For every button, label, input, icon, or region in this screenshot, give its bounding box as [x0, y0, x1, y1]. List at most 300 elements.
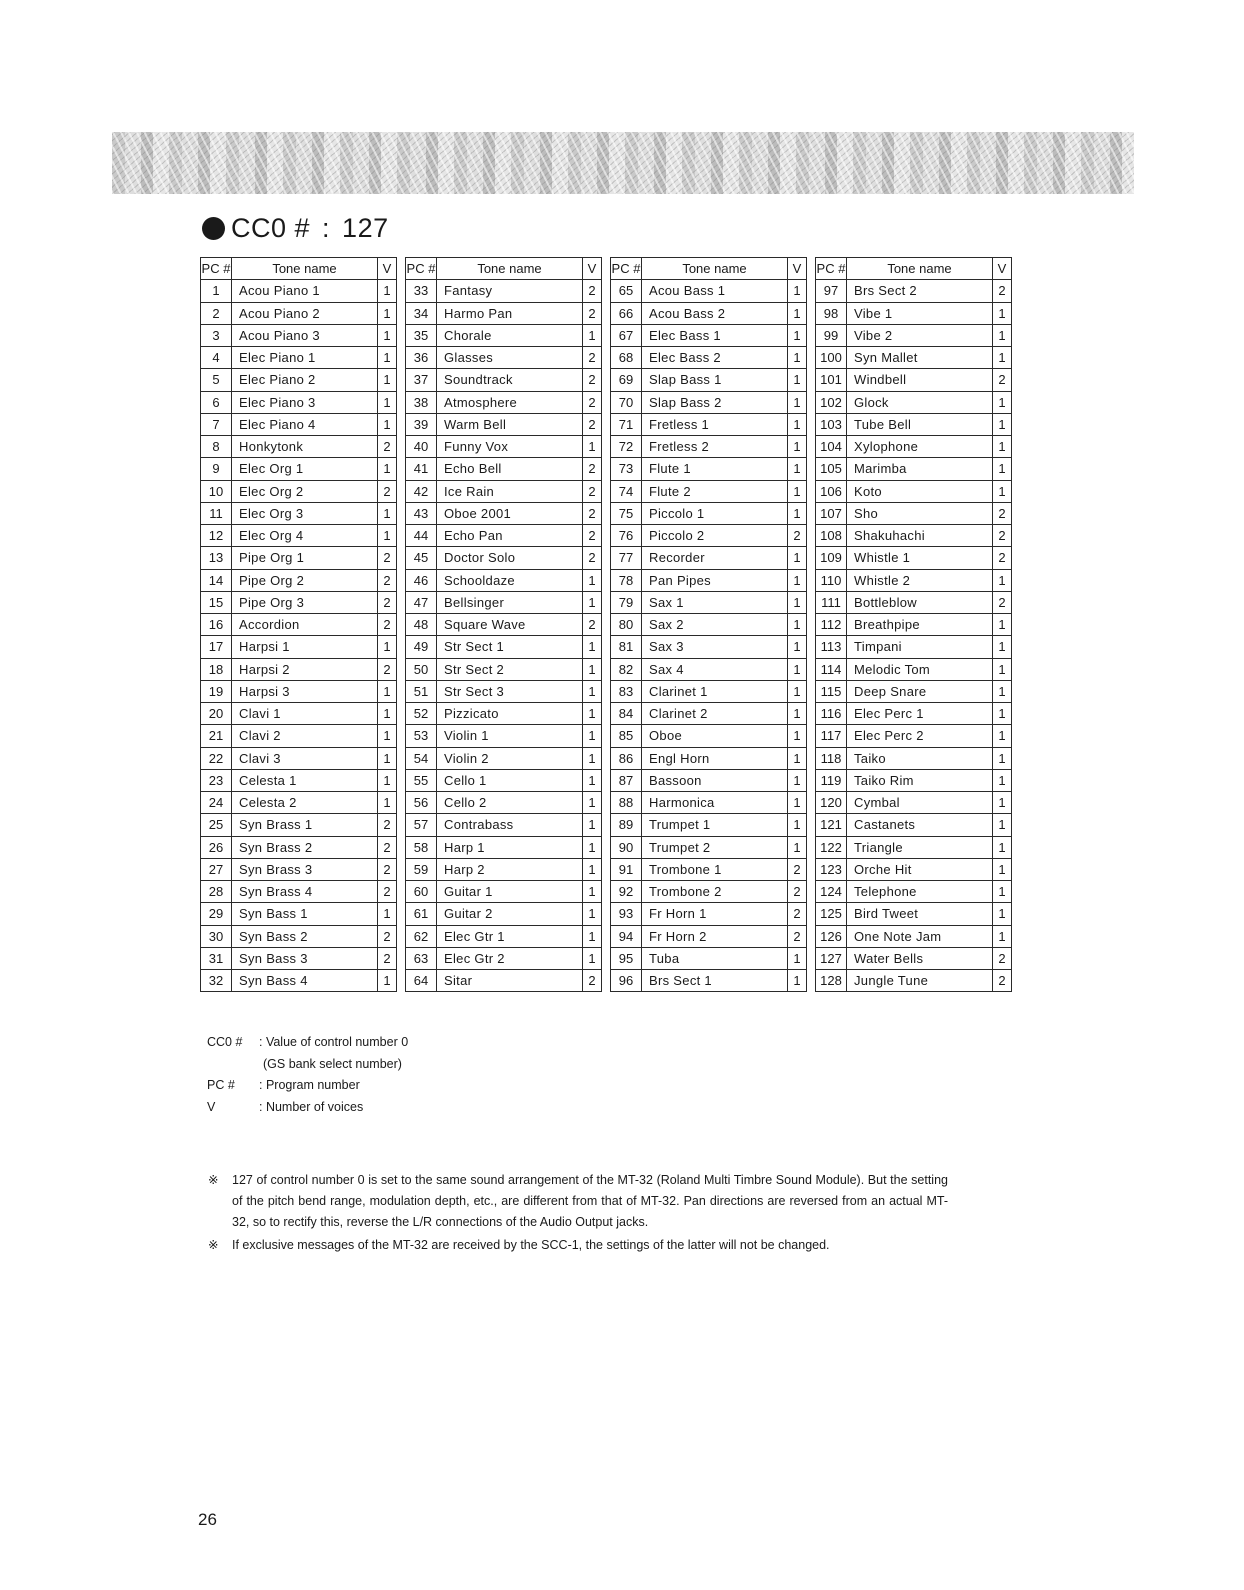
table-row: [201, 502, 397, 524]
note-text: If exclusive messages of the MT-32 are received by the SCC-1, the settings of the latter will not be changed.: [232, 1238, 830, 1252]
table-row: [406, 502, 602, 524]
voice-count: 1: [993, 836, 1012, 858]
table-row: [611, 347, 807, 369]
table-row: [611, 792, 807, 814]
table-row: [406, 480, 602, 502]
voice-count: 1: [993, 881, 1012, 903]
voice-count: 1: [378, 280, 397, 302]
program-number: 48: [406, 614, 437, 636]
program-number: 88: [611, 792, 642, 814]
table-row: [406, 747, 602, 769]
tone-name: Elec Org 1: [232, 458, 378, 480]
voice-count: 1: [993, 725, 1012, 747]
voice-count: 1: [378, 413, 397, 435]
voice-count: 1: [583, 903, 602, 925]
table-row: [816, 480, 1012, 502]
heading-label: CC0 #: [231, 212, 311, 243]
table-row: [406, 703, 602, 725]
program-number: 95: [611, 947, 642, 969]
legend-desc: : Program number: [259, 1078, 360, 1092]
program-number: 74: [611, 480, 642, 502]
tone-name: Elec Gtr 1: [437, 925, 583, 947]
program-number: 56: [406, 792, 437, 814]
tone-name: Vibe 1: [847, 302, 993, 324]
program-number: 35: [406, 324, 437, 346]
table-row: [816, 769, 1012, 791]
program-number: 87: [611, 769, 642, 791]
tone-name: Jungle Tune: [847, 970, 993, 992]
tone-name: Guitar 1: [437, 881, 583, 903]
tone-name: One Note Jam: [847, 925, 993, 947]
table-row: [201, 703, 397, 725]
tone-table: [610, 257, 807, 992]
voice-count: 2: [378, 814, 397, 836]
note-item: [208, 1235, 948, 1256]
table-header-row: [816, 258, 1012, 280]
program-number: 84: [611, 703, 642, 725]
program-number: 69: [611, 369, 642, 391]
program-number: 60: [406, 881, 437, 903]
voice-count: 1: [378, 970, 397, 992]
table-row: [406, 792, 602, 814]
tone-name: Bassoon: [642, 769, 788, 791]
program-number: 54: [406, 747, 437, 769]
tone-name: Schooldaze: [437, 569, 583, 591]
tone-name: Pipe Org 2: [232, 569, 378, 591]
tone-name: Melodic Tom: [847, 658, 993, 680]
voice-count: 2: [583, 502, 602, 524]
tone-name: Trumpet 1: [642, 814, 788, 836]
program-number: 4: [201, 347, 232, 369]
tone-name: Fretless 2: [642, 436, 788, 458]
table-row: [406, 547, 602, 569]
voice-count: 2: [378, 658, 397, 680]
table-row: [816, 614, 1012, 636]
table-row: [816, 881, 1012, 903]
table-row: [201, 347, 397, 369]
program-number: 5: [201, 369, 232, 391]
table-row: [406, 614, 602, 636]
table-row: [816, 658, 1012, 680]
table-row: [406, 881, 602, 903]
voice-count: 1: [788, 280, 807, 302]
tone-name: Tuba: [642, 947, 788, 969]
table-row: [201, 658, 397, 680]
table-row: [406, 591, 602, 613]
program-number: 105: [816, 458, 847, 480]
program-number: 118: [816, 747, 847, 769]
program-number: 122: [816, 836, 847, 858]
voice-count: 2: [378, 591, 397, 613]
program-number: 9: [201, 458, 232, 480]
program-number: 32: [201, 970, 232, 992]
voice-count: 1: [788, 658, 807, 680]
program-number: 14: [201, 569, 232, 591]
voice-count: 2: [378, 480, 397, 502]
table-row: [816, 925, 1012, 947]
program-number: 79: [611, 591, 642, 613]
header-tone-name: Tone name: [437, 258, 583, 280]
program-number: 103: [816, 413, 847, 435]
voice-count: 1: [788, 792, 807, 814]
tone-table: [815, 257, 1012, 992]
table-row: [816, 725, 1012, 747]
voice-count: 1: [788, 591, 807, 613]
tone-name: Pipe Org 1: [232, 547, 378, 569]
table-row: [201, 480, 397, 502]
program-number: 101: [816, 369, 847, 391]
program-number: 39: [406, 413, 437, 435]
voice-count: 1: [378, 369, 397, 391]
voice-count: 1: [378, 903, 397, 925]
table-row: [611, 525, 807, 547]
tone-name: Clavi 1: [232, 703, 378, 725]
tone-name: Acou Piano 1: [232, 280, 378, 302]
table-row: [611, 725, 807, 747]
voice-count: 2: [378, 569, 397, 591]
tone-name: Marimba: [847, 458, 993, 480]
program-number: 83: [611, 680, 642, 702]
voice-count: 2: [583, 525, 602, 547]
voice-count: 1: [993, 769, 1012, 791]
voice-count: 2: [378, 614, 397, 636]
voice-count: 1: [583, 769, 602, 791]
program-number: 40: [406, 436, 437, 458]
tone-name: Elec Perc 1: [847, 703, 993, 725]
program-number: 42: [406, 480, 437, 502]
table-row: [406, 658, 602, 680]
table-row: [406, 458, 602, 480]
table-row: [201, 903, 397, 925]
tone-name: Slap Bass 2: [642, 391, 788, 413]
voice-count: 2: [583, 302, 602, 324]
table-row: [611, 636, 807, 658]
table-row: [611, 903, 807, 925]
voice-count: 2: [583, 480, 602, 502]
tone-name: Clavi 3: [232, 747, 378, 769]
tone-tables: [200, 257, 1012, 992]
program-number: 94: [611, 925, 642, 947]
voice-count: 1: [378, 458, 397, 480]
program-number: 1: [201, 280, 232, 302]
program-number: 86: [611, 747, 642, 769]
tone-name: Sax 3: [642, 636, 788, 658]
table-row: [816, 502, 1012, 524]
program-number: 11: [201, 502, 232, 524]
program-number: 81: [611, 636, 642, 658]
program-number: 2: [201, 302, 232, 324]
voice-count: 1: [583, 792, 602, 814]
tone-name: Brs Sect 1: [642, 970, 788, 992]
table-row: [816, 280, 1012, 302]
table-row: [406, 858, 602, 880]
voice-count: 2: [993, 947, 1012, 969]
tone-name: Syn Bass 2: [232, 925, 378, 947]
table-row: [406, 636, 602, 658]
program-number: 23: [201, 769, 232, 791]
voice-count: 2: [583, 369, 602, 391]
program-number: 12: [201, 525, 232, 547]
tone-name: Pan Pipes: [642, 569, 788, 591]
program-number: 64: [406, 970, 437, 992]
voice-count: 1: [583, 703, 602, 725]
header-pc: PC #: [816, 258, 847, 280]
tone-name: Syn Brass 2: [232, 836, 378, 858]
tone-name: Slap Bass 1: [642, 369, 788, 391]
tone-name: Soundtrack: [437, 369, 583, 391]
note-item: [208, 1170, 948, 1233]
program-number: 78: [611, 569, 642, 591]
program-number: 112: [816, 614, 847, 636]
voice-count: 1: [993, 680, 1012, 702]
tone-name: Recorder: [642, 547, 788, 569]
tone-name: Clavi 2: [232, 725, 378, 747]
program-number: 71: [611, 413, 642, 435]
table-row: [816, 525, 1012, 547]
table-row: [406, 903, 602, 925]
program-number: 63: [406, 947, 437, 969]
voice-count: 2: [583, 458, 602, 480]
tone-name: Whistle 1: [847, 547, 993, 569]
program-number: 13: [201, 547, 232, 569]
table-header-row: [611, 258, 807, 280]
tone-name: Fr Horn 1: [642, 903, 788, 925]
tone-name: Echo Pan: [437, 525, 583, 547]
table-row: [611, 369, 807, 391]
voice-count: 1: [583, 947, 602, 969]
tone-name: Accordion: [232, 614, 378, 636]
tone-name: Syn Bass 3: [232, 947, 378, 969]
tone-name: Telephone: [847, 881, 993, 903]
table-row: [201, 302, 397, 324]
table-row: [406, 769, 602, 791]
table-row: [406, 836, 602, 858]
tone-name: Sax 1: [642, 591, 788, 613]
tone-name: Violin 2: [437, 747, 583, 769]
table-row: [201, 525, 397, 547]
program-number: 124: [816, 881, 847, 903]
tone-name: Deep Snare: [847, 680, 993, 702]
program-number: 49: [406, 636, 437, 658]
tone-name: Whistle 2: [847, 569, 993, 591]
program-number: 127: [816, 947, 847, 969]
table-row: [611, 547, 807, 569]
table-row: [611, 413, 807, 435]
voice-count: 1: [378, 302, 397, 324]
voice-count: 1: [378, 391, 397, 413]
voice-count: 1: [378, 680, 397, 702]
tone-name: Elec Bass 2: [642, 347, 788, 369]
voice-count: 1: [788, 502, 807, 524]
voice-count: 1: [993, 658, 1012, 680]
header-voices: V: [788, 258, 807, 280]
voice-count: 1: [378, 636, 397, 658]
program-number: 77: [611, 547, 642, 569]
tone-name: Syn Brass 1: [232, 814, 378, 836]
tone-table: [405, 257, 602, 992]
tone-name: Honkytonk: [232, 436, 378, 458]
table-row: [611, 858, 807, 880]
tone-name: Brs Sect 2: [847, 280, 993, 302]
program-number: 80: [611, 614, 642, 636]
program-number: 58: [406, 836, 437, 858]
tone-name: Triangle: [847, 836, 993, 858]
tone-name: Elec Piano 1: [232, 347, 378, 369]
header-voices: V: [993, 258, 1012, 280]
voice-count: 1: [583, 658, 602, 680]
voice-count: 1: [993, 302, 1012, 324]
table-row: [611, 925, 807, 947]
program-number: 90: [611, 836, 642, 858]
table-row: [201, 369, 397, 391]
tone-name: Castanets: [847, 814, 993, 836]
table-row: [201, 836, 397, 858]
voice-count: 1: [993, 903, 1012, 925]
tone-name: Fantasy: [437, 280, 583, 302]
table-row: [816, 858, 1012, 880]
tone-name: Piccolo 1: [642, 502, 788, 524]
table-row: [611, 614, 807, 636]
program-number: 55: [406, 769, 437, 791]
table-row: [201, 436, 397, 458]
voice-count: 2: [583, 391, 602, 413]
table-row: [611, 436, 807, 458]
tone-name: Violin 1: [437, 725, 583, 747]
tone-name: Syn Brass 3: [232, 858, 378, 880]
voice-count: 1: [788, 947, 807, 969]
table-row: [406, 347, 602, 369]
voice-count: 1: [583, 324, 602, 346]
tone-name: Doctor Solo: [437, 547, 583, 569]
table-row: [406, 324, 602, 346]
program-number: 75: [611, 502, 642, 524]
tone-name: Harmo Pan: [437, 302, 583, 324]
voice-count: 1: [993, 324, 1012, 346]
program-number: 121: [816, 814, 847, 836]
tone-name: Syn Mallet: [847, 347, 993, 369]
program-number: 97: [816, 280, 847, 302]
table-row: [816, 903, 1012, 925]
program-number: 59: [406, 858, 437, 880]
table-row: [201, 413, 397, 435]
voice-count: 2: [993, 502, 1012, 524]
table-row: [201, 458, 397, 480]
tone-name: Str Sect 3: [437, 680, 583, 702]
table-row: [611, 970, 807, 992]
tone-name: Fretless 1: [642, 413, 788, 435]
program-number: 3: [201, 324, 232, 346]
program-number: 8: [201, 436, 232, 458]
legend-key: V: [207, 1099, 216, 1114]
table-row: [611, 769, 807, 791]
tone-name: Acou Bass 2: [642, 302, 788, 324]
program-number: 104: [816, 436, 847, 458]
voice-count: 2: [788, 881, 807, 903]
voice-count: 1: [583, 836, 602, 858]
tone-name: Sax 2: [642, 614, 788, 636]
note-text: 127 of control number 0 is set to the same sound arrangement of the MT-32 (Roland Multi Timbre Sound Module). But the setting of the pitch bend range, modulation depth, etc., are different from that of MT-32. Pan directions are reversed from an actual MT-32, so to rectify this, reverse the L/R connections of the Audio Output jacks.: [232, 1173, 948, 1229]
header-tone-name: Tone name: [847, 258, 993, 280]
voice-count: 1: [378, 725, 397, 747]
voice-count: 1: [993, 614, 1012, 636]
voice-count: 1: [788, 480, 807, 502]
table-row: [816, 436, 1012, 458]
tone-name: Pizzicato: [437, 703, 583, 725]
legend-row-cc0: [207, 1032, 408, 1054]
table-row: [816, 947, 1012, 969]
voice-count: 1: [583, 881, 602, 903]
table-row: [816, 591, 1012, 613]
tone-name: Tube Bell: [847, 413, 993, 435]
table-row: [406, 413, 602, 435]
program-number: 119: [816, 769, 847, 791]
program-number: 44: [406, 525, 437, 547]
table-row: [816, 680, 1012, 702]
table-row: [816, 413, 1012, 435]
table-row: [611, 324, 807, 346]
voice-count: 1: [378, 792, 397, 814]
tone-name: Elec Gtr 2: [437, 947, 583, 969]
program-number: 111: [816, 591, 847, 613]
table-row: [611, 836, 807, 858]
table-row: [406, 814, 602, 836]
table-row: [406, 725, 602, 747]
table-header-row: [406, 258, 602, 280]
tone-name: Taiko: [847, 747, 993, 769]
table-row: [816, 324, 1012, 346]
program-number: 47: [406, 591, 437, 613]
program-number: 85: [611, 725, 642, 747]
voice-count: 1: [993, 347, 1012, 369]
tone-name: Echo Bell: [437, 458, 583, 480]
table-row: [611, 881, 807, 903]
voice-count: 1: [583, 725, 602, 747]
voice-count: 1: [993, 792, 1012, 814]
tone-name: Cello 1: [437, 769, 583, 791]
table-row: [406, 280, 602, 302]
tone-name: Funny Vox: [437, 436, 583, 458]
program-number: 120: [816, 792, 847, 814]
header-pc: PC #: [611, 258, 642, 280]
table-row: [816, 636, 1012, 658]
program-number: 26: [201, 836, 232, 858]
program-number: 19: [201, 680, 232, 702]
header-voices: V: [583, 258, 602, 280]
voice-count: 2: [993, 525, 1012, 547]
table-row: [201, 858, 397, 880]
table-row: [611, 458, 807, 480]
tone-name: Water Bells: [847, 947, 993, 969]
tone-name: Koto: [847, 480, 993, 502]
program-number: 126: [816, 925, 847, 947]
voice-count: 1: [788, 547, 807, 569]
tone-name: Celesta 1: [232, 769, 378, 791]
voice-count: 1: [583, 814, 602, 836]
tone-name: Piccolo 2: [642, 525, 788, 547]
program-number: 31: [201, 947, 232, 969]
program-number: 73: [611, 458, 642, 480]
program-number: 62: [406, 925, 437, 947]
table-row: [611, 747, 807, 769]
tone-name: Bird Tweet: [847, 903, 993, 925]
program-number: 18: [201, 658, 232, 680]
program-number: 99: [816, 324, 847, 346]
program-number: 43: [406, 502, 437, 524]
program-number: 67: [611, 324, 642, 346]
tone-name: Sitar: [437, 970, 583, 992]
heading-separator: :: [322, 212, 331, 243]
program-number: 51: [406, 680, 437, 702]
